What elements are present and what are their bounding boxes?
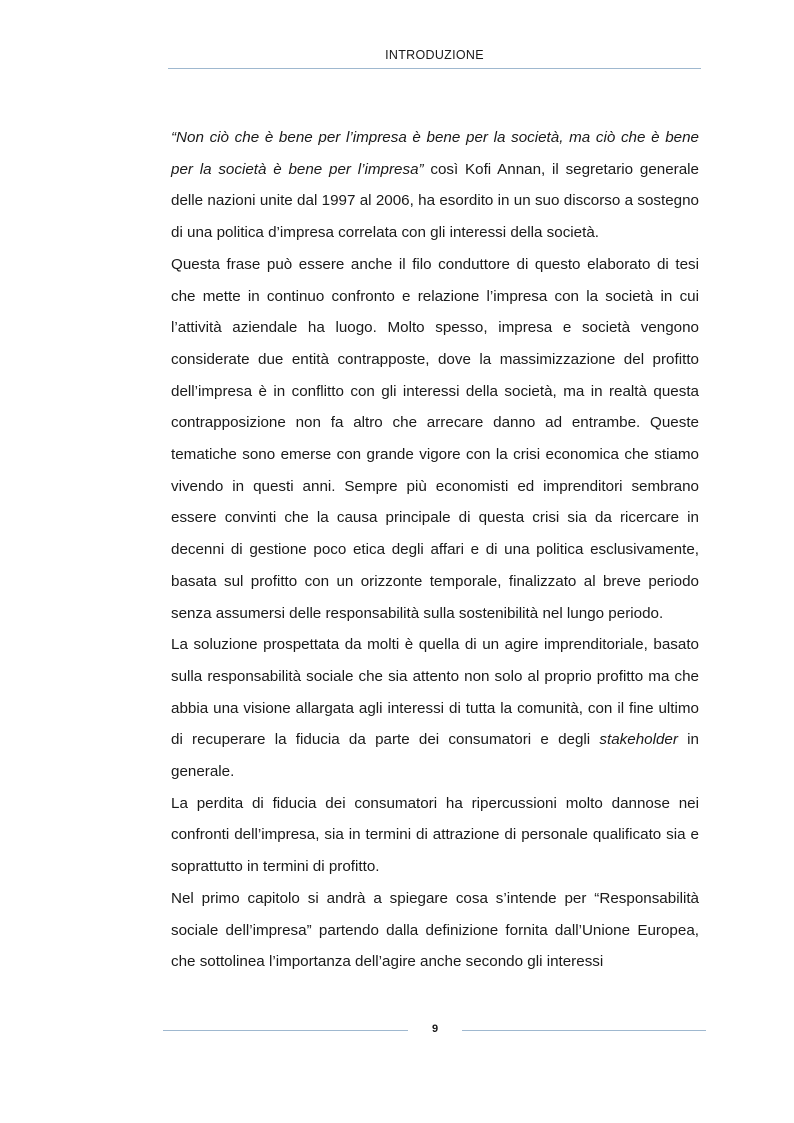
paragraph-2: Questa frase può essere anche il filo conduttore di questo elaborato di tesi che mette in continuo confronto e relazione l’impresa con la società in cui l’attività aziendale ha luogo. Molto spesso, impresa e società vengono considerate due entità contrapposte, dove la massimizzazione del profitto dell’impresa è in conflitto con gli interessi della società, ma in realtà questa contrapposizione non fa altro che arrecare danno ad entrambe. Queste tematiche sono emerse con grande vigore con la crisi economica che stiamo vivendo in questi anni. Sempre più economisti ed imprenditori sembrano essere convinti che la causa principale di questa crisi sia da ricercare in decenni di gestione poco etica degli affari e di una politica esclusivamente, basata sul profitto con un orizzonte temporale, finalizzato al breve periodo senza assumersi delle responsabilità sulla sostenibilità nel lungo periodo. xyxy=(171,255,699,622)
paragraph-1-text: così Kofi Annan, il segretario generale delle nazioni unite dal 1997 al 2006, ha esordito in un suo discorso a sostegno di una politica d’impresa correlata con gli interessi della società. xyxy=(171,160,699,242)
footer-divider-right xyxy=(462,1030,706,1031)
paragraph-4: La perdita di fiducia dei consumatori ha ripercussioni molto dannose nei confronti dell’impresa, sia in termini di attrazione di personale qualificato sia e soprattutto in termini di profitto. xyxy=(171,794,699,876)
paragraph-3-text-after: in generale. xyxy=(171,731,699,781)
paragraph-3-text-before: La soluzione prospettata da molti è quella di un agire imprenditoriale, basato sulla responsabilità sociale che sia attento non solo al proprio profitto ma che abbia una visione allargata agli interessi di tutta la comunità, con il fine ultimo di recuperare la fiducia da parte dei consumatori e degli xyxy=(171,636,699,749)
footer-divider-left xyxy=(163,1030,408,1031)
opening-quote: “Non ciò che è bene per l’impresa è bene per la società, ma ciò che è bene per la società è bene per l’impresa” xyxy=(171,129,699,178)
stakeholder-term: stakeholder xyxy=(599,731,678,749)
paragraph-5: Nel primo capitolo si andrà a spiegare cosa s’intende per “Responsabilità sociale dell’impresa” partendo dalla definizione fornita dall’Unione Europea, che sottolinea l’importanza dell’agire anche secondo gli interessi xyxy=(171,889,699,971)
page-number: 9 xyxy=(431,1023,439,1035)
paragraph-1 xyxy=(171,122,699,249)
header-divider xyxy=(168,68,701,69)
paragraph-3 xyxy=(171,629,699,788)
page-header-title: INTRODUZIONE xyxy=(385,48,484,62)
body-text xyxy=(171,122,699,978)
